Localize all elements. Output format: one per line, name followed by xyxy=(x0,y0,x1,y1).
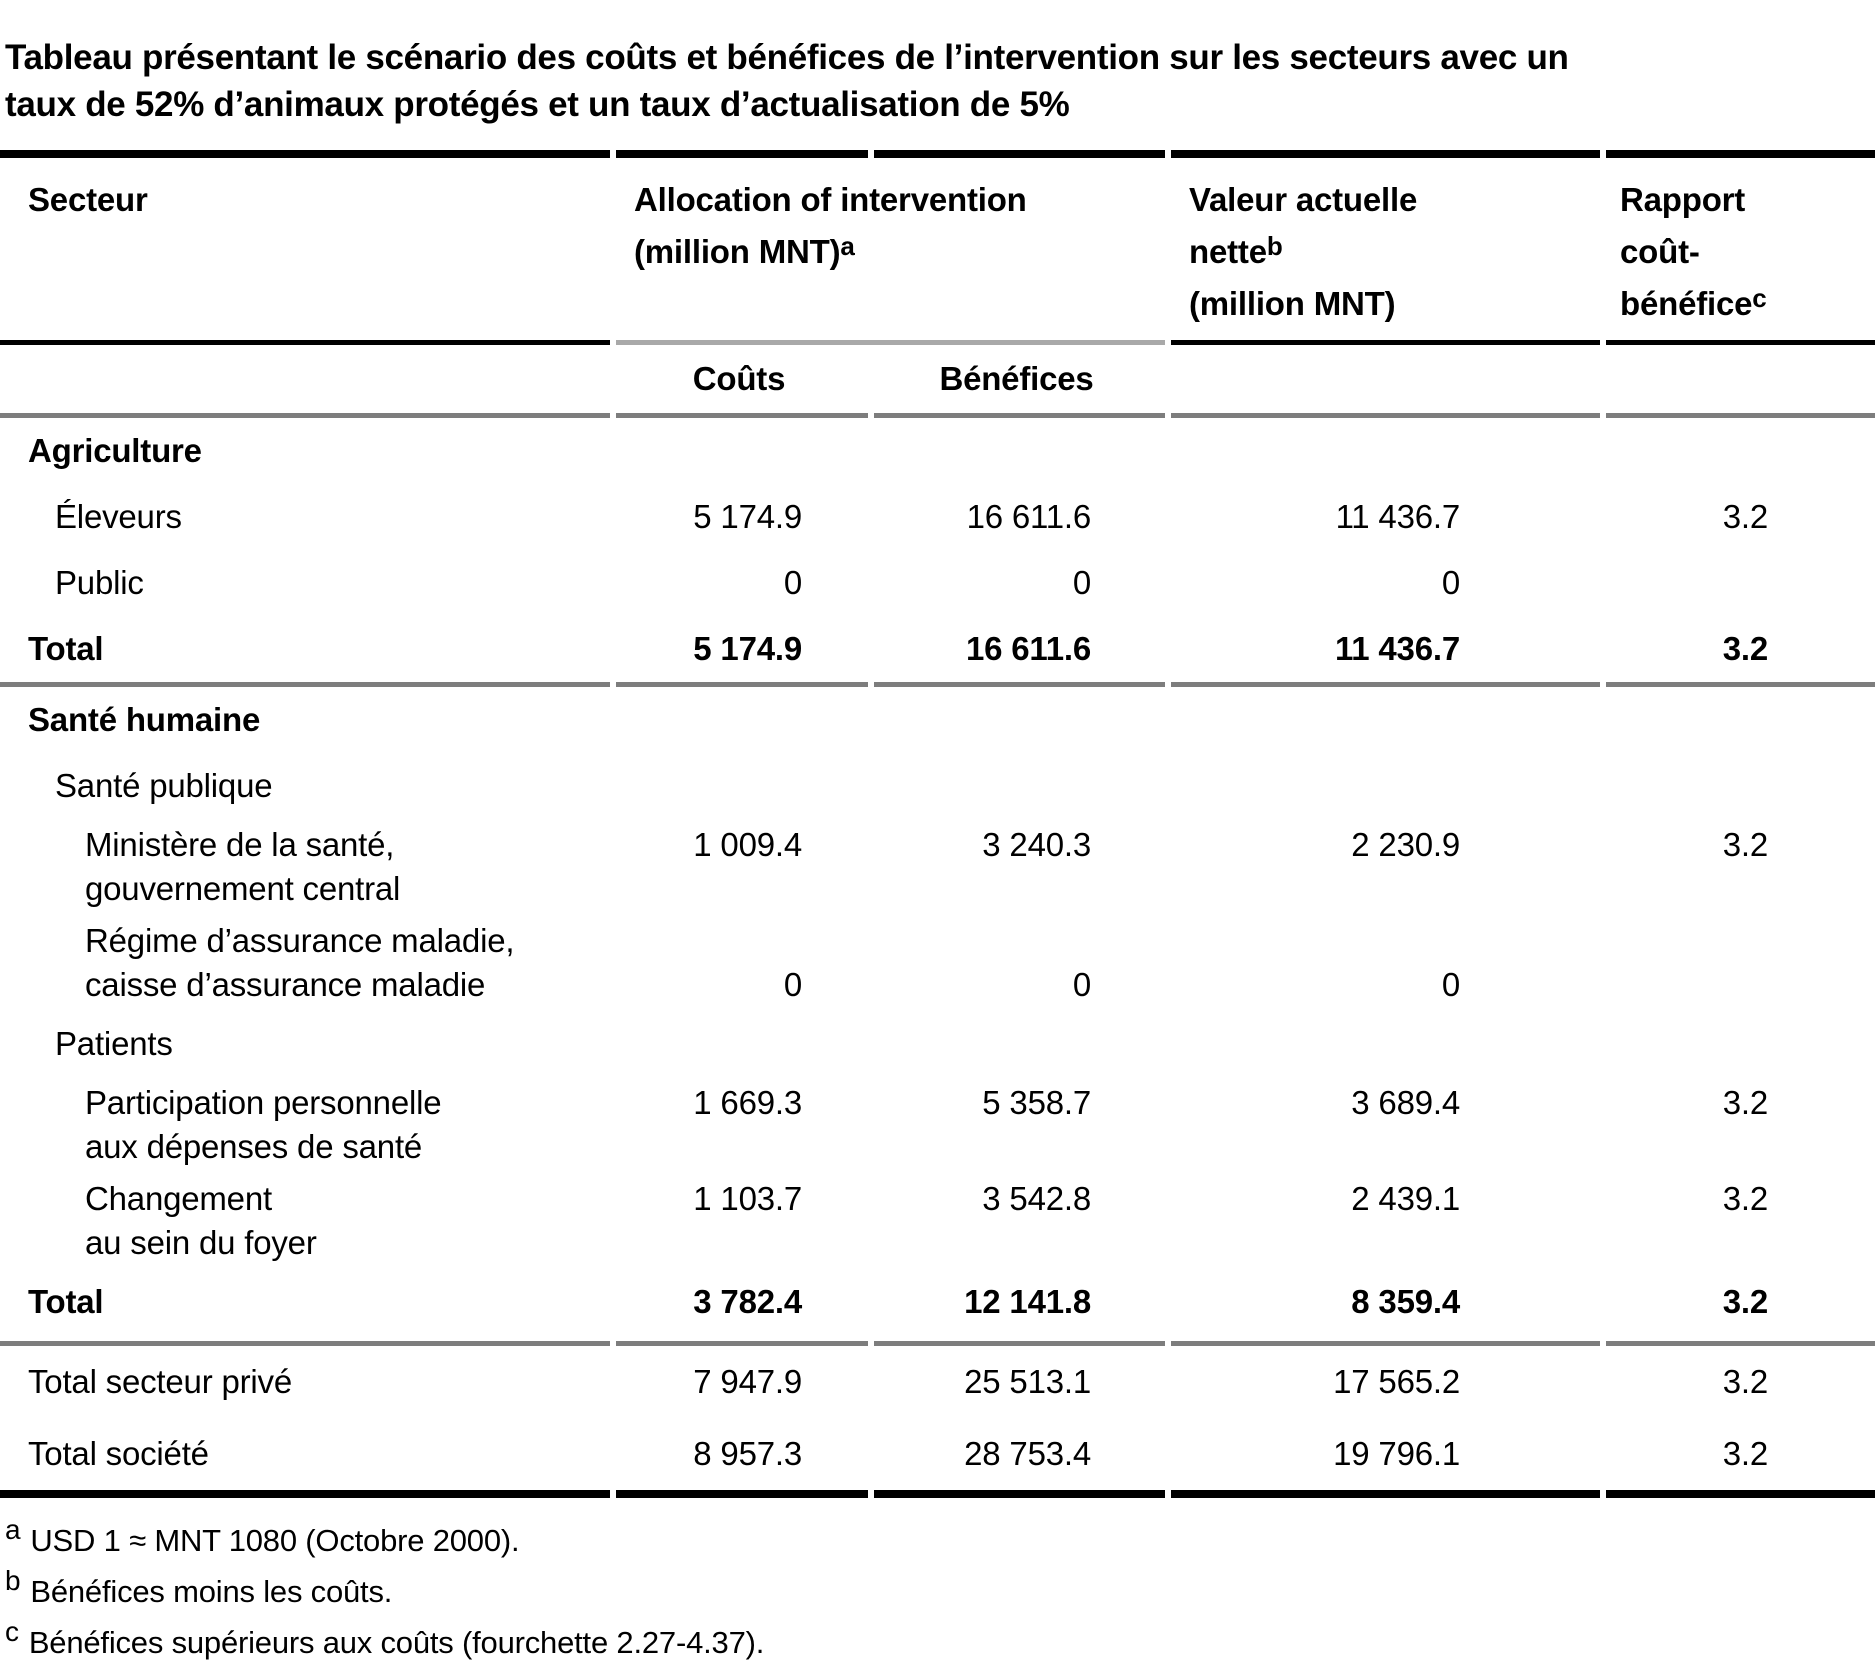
row-value-rapport: 3.2 xyxy=(1722,1435,1768,1472)
table-bottom-rule xyxy=(0,1490,1875,1498)
footnote xyxy=(5,1616,1875,1663)
column-header-rapport-line3 xyxy=(1620,278,1875,330)
row-label-line: Changement xyxy=(85,1180,272,1217)
row-label-line: Santé publique xyxy=(55,767,273,804)
rule-segment xyxy=(1171,682,1600,687)
row-value-couts: 3 782.4 xyxy=(693,1283,802,1320)
table-row xyxy=(0,1077,1875,1173)
row-label-line: gouvernement central xyxy=(85,870,401,907)
row-label-line: Santé humaine xyxy=(28,701,261,738)
footnote-text: Bénéfices supérieurs aux coûts (fourchette 2.27-4.37). xyxy=(28,1625,765,1660)
table-row xyxy=(0,550,1875,616)
row-value-rapport: 3.2 xyxy=(1722,826,1768,863)
row-value-rapport: 3.2 xyxy=(1722,1363,1768,1400)
row-value-rapport: 3.2 xyxy=(1722,1283,1768,1320)
rule-segment xyxy=(1171,1490,1600,1498)
row-value-couts: 8 957.3 xyxy=(693,1435,802,1472)
row-label-line: Public xyxy=(55,564,144,601)
row-label-line: au sein du foyer xyxy=(85,1224,317,1261)
column-header-valeur-line2-text: nette xyxy=(1189,233,1267,270)
rule-segment xyxy=(1606,413,1875,418)
row-label-line: Participation personnelle xyxy=(85,1084,442,1121)
table-row xyxy=(0,1269,1875,1335)
table-row xyxy=(0,819,1875,915)
footnote-marker-a-sup: a xyxy=(840,231,855,261)
row-value-couts: 7 947.9 xyxy=(693,1363,802,1400)
row-label xyxy=(0,1432,610,1476)
table-title-line1: Tableau présentant le scénario des coûts et bénéfices de l’intervention sur les secteurs avec un xyxy=(5,38,1569,77)
column-header-allocation-line1: Allocation of intervention xyxy=(634,181,1027,218)
rule-segment xyxy=(874,413,1165,418)
totals-top-rule xyxy=(0,1341,1875,1346)
table-title xyxy=(0,34,1875,128)
table-subheader-row xyxy=(0,345,1875,413)
row-value-benefices: 16 611.6 xyxy=(965,630,1091,667)
rule-segment xyxy=(874,682,1165,687)
rule-segment xyxy=(0,682,610,687)
row-value-couts: 1 103.7 xyxy=(693,1180,802,1217)
row-label xyxy=(0,1280,610,1324)
row-label xyxy=(0,627,610,671)
row-label xyxy=(0,429,610,473)
row-label xyxy=(0,1177,610,1265)
footnote-marker-b-sup: b xyxy=(1266,231,1283,261)
rule-segment xyxy=(1606,682,1875,687)
row-label-line: aux dépenses de santé xyxy=(85,1128,423,1165)
footnote-marker: c xyxy=(5,1616,19,1647)
row-value-rapport: 3.2 xyxy=(1722,630,1768,667)
row-value-benefices: 3 542.8 xyxy=(982,1180,1091,1217)
row-value-rapport: 3.2 xyxy=(1722,498,1768,535)
section-totaux xyxy=(0,1346,1875,1490)
rule-segment xyxy=(1606,340,1875,345)
column-header-secteur: Secteur xyxy=(28,181,148,218)
footnotes xyxy=(0,1514,1875,1663)
row-value-benefices: 0 xyxy=(1072,564,1091,601)
row-label-line: Régime d’assurance maladie, xyxy=(85,922,515,959)
footnote xyxy=(5,1514,1875,1561)
row-value-couts: 1 009.4 xyxy=(693,826,802,863)
column-header-valeur-line2 xyxy=(1189,226,1600,278)
row-value-benefices: 5 358.7 xyxy=(982,1084,1091,1121)
table-header-row xyxy=(0,158,1875,340)
column-header-rapport-line3-text: bénéfice xyxy=(1620,285,1753,322)
row-value-valeur: 8 359.4 xyxy=(1351,1283,1460,1320)
footnote-text: Bénéfices moins les coûts. xyxy=(30,1574,393,1609)
footnote xyxy=(5,1565,1875,1612)
row-label xyxy=(0,1022,610,1066)
table-row xyxy=(0,484,1875,550)
row-label xyxy=(0,1360,610,1404)
column-header-benefices: Bénéfices xyxy=(939,360,1094,397)
rule-segment xyxy=(616,1341,868,1346)
rule-segment xyxy=(616,682,868,687)
table-row xyxy=(0,687,1875,753)
row-value-couts: 5 174.9 xyxy=(693,630,802,667)
row-label-line: Patients xyxy=(55,1025,173,1062)
row-value-couts: 0 xyxy=(783,564,802,601)
row-label-line: Ministère de la santé, xyxy=(85,826,395,863)
row-label xyxy=(0,698,610,742)
row-value-benefices: 0 xyxy=(1072,966,1091,1003)
rule-segment xyxy=(616,413,868,418)
row-label-line: Agriculture xyxy=(28,432,202,469)
rule-segment xyxy=(1606,150,1875,158)
rule-segment xyxy=(1171,340,1600,345)
row-label xyxy=(0,561,610,605)
column-header-rapport xyxy=(1600,174,1875,330)
row-value-valeur: 2 439.1 xyxy=(1351,1180,1460,1217)
rule-segment xyxy=(0,1341,610,1346)
row-value-benefices: 28 753.4 xyxy=(964,1435,1091,1472)
column-header-allocation-line2 xyxy=(634,226,1165,278)
rule-segment xyxy=(1606,1490,1875,1498)
row-value-valeur: 3 689.4 xyxy=(1351,1084,1460,1121)
row-value-valeur: 19 796.1 xyxy=(1333,1435,1460,1472)
row-value-rapport: 3.2 xyxy=(1722,1084,1768,1121)
rule-segment xyxy=(874,1341,1165,1346)
rule-segment xyxy=(0,340,610,345)
rule-segment xyxy=(1606,1341,1875,1346)
table-top-rule xyxy=(0,150,1875,158)
table-row xyxy=(0,1173,1875,1269)
rule-segment xyxy=(616,150,868,158)
row-label-line: Total xyxy=(28,1283,104,1320)
rule-segment xyxy=(616,1490,868,1498)
row-value-couts: 5 174.9 xyxy=(693,498,802,535)
rule-segment xyxy=(0,1490,610,1498)
rule-segment xyxy=(0,150,610,158)
section-divider-rule xyxy=(0,682,1875,687)
row-label-line: caisse d’assurance maladie xyxy=(85,966,486,1003)
row-label-line: Total secteur privé xyxy=(28,1363,292,1400)
row-value-valeur: 0 xyxy=(1441,966,1460,1003)
row-label xyxy=(0,919,610,1007)
row-value-rapport: 3.2 xyxy=(1722,1180,1768,1217)
column-header-valeur xyxy=(1165,174,1600,330)
row-value-valeur: 2 230.9 xyxy=(1351,826,1460,863)
row-value-benefices: 3 240.3 xyxy=(982,826,1091,863)
table-row xyxy=(0,1346,1875,1418)
table-title-line2: taux de 52% d’animaux protégés et un taux d’actualisation de 5% xyxy=(5,85,1070,124)
row-value-valeur: 11 436.7 xyxy=(1335,498,1460,535)
row-value-benefices: 25 513.1 xyxy=(964,1363,1091,1400)
table-row xyxy=(0,418,1875,484)
spanner-rule xyxy=(0,340,1875,345)
row-label-line: Éleveurs xyxy=(55,498,182,535)
column-header-allocation-line2-text: (million MNT) xyxy=(634,233,841,270)
rule-segment xyxy=(0,413,610,418)
rule-segment xyxy=(1171,1341,1600,1346)
column-header-allocation xyxy=(610,174,1165,330)
row-label xyxy=(0,764,610,808)
column-header-valeur-line1: Valeur actuelle xyxy=(1189,181,1418,218)
column-header-valeur-line3: (million MNT) xyxy=(1189,285,1396,322)
row-label-line: Total xyxy=(28,630,104,667)
table-row xyxy=(0,753,1875,819)
table-row xyxy=(0,915,1875,1011)
column-header-rapport-line2: coût- xyxy=(1620,233,1700,270)
column-header-couts: Coûts xyxy=(692,360,786,397)
row-value-valeur: 11 436.7 xyxy=(1334,630,1460,667)
rule-segment-gray xyxy=(616,340,1165,345)
header-body-rule xyxy=(0,413,1875,418)
row-label-line: Total société xyxy=(28,1435,209,1472)
footnote-marker-c-sup: c xyxy=(1752,283,1767,313)
rule-segment xyxy=(1171,413,1600,418)
rule-segment xyxy=(874,150,1165,158)
row-value-valeur: 0 xyxy=(1441,564,1460,601)
row-label xyxy=(0,495,610,539)
row-value-benefices: 16 611.6 xyxy=(966,498,1091,535)
row-value-valeur: 17 565.2 xyxy=(1333,1363,1460,1400)
row-label xyxy=(0,823,610,911)
rule-segment xyxy=(874,1490,1165,1498)
section-agriculture xyxy=(0,418,1875,682)
row-label xyxy=(0,1081,610,1169)
section-sante-humaine xyxy=(0,687,1875,1335)
row-value-benefices: 12 141.8 xyxy=(964,1283,1091,1320)
footnote-marker: b xyxy=(5,1565,21,1596)
table-row xyxy=(0,616,1875,682)
footnote-text: USD 1 ≈ MNT 1080 (Octobre 2000). xyxy=(30,1523,520,1558)
table-row xyxy=(0,1011,1875,1077)
row-value-couts: 0 xyxy=(783,966,802,1003)
footnote-marker: a xyxy=(5,1514,21,1545)
row-value-couts: 1 669.3 xyxy=(693,1084,802,1121)
table-row xyxy=(0,1418,1875,1490)
column-header-rapport-line1: Rapport xyxy=(1620,181,1746,218)
rule-segment xyxy=(1171,150,1600,158)
